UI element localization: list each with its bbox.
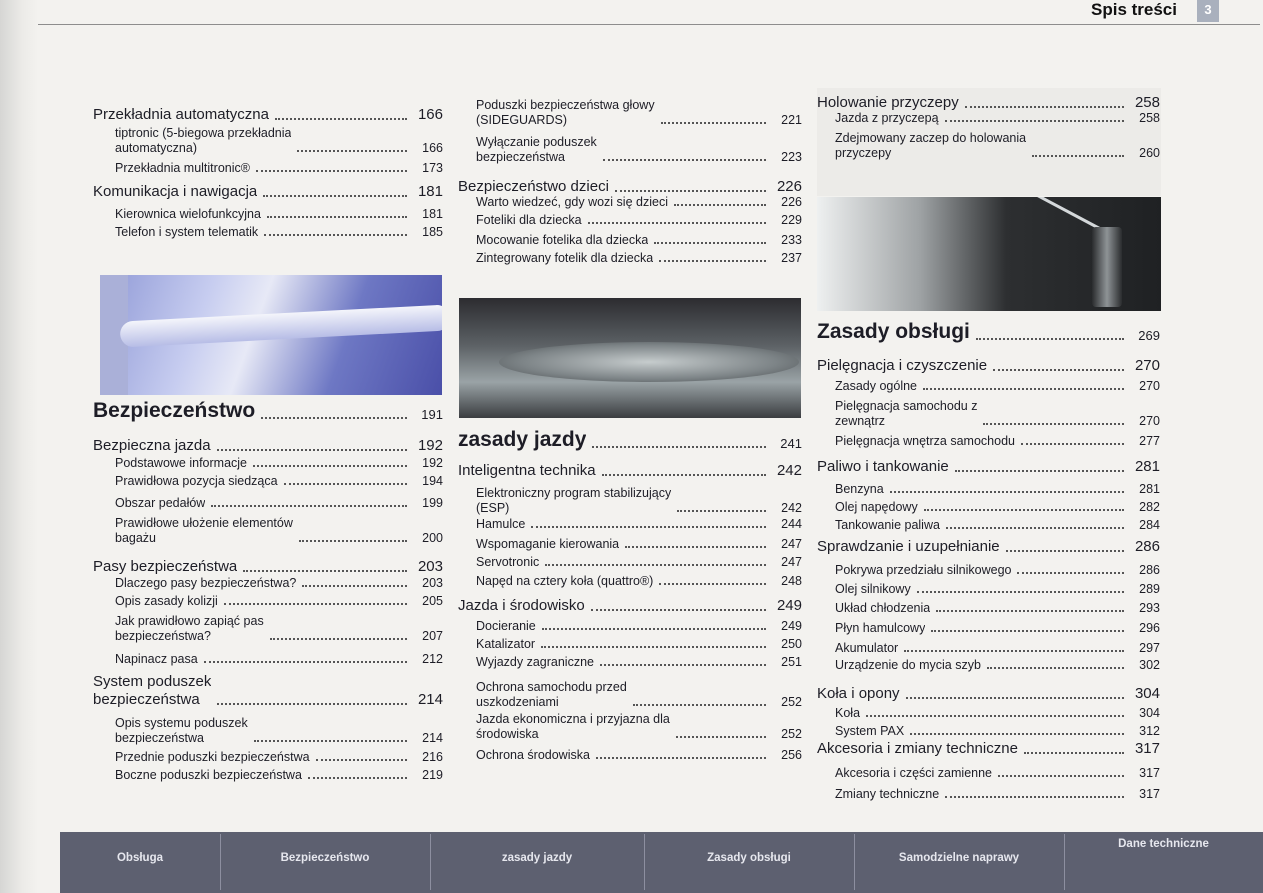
toc-entry-label: Zasady obsługi (817, 320, 970, 343)
toc-entry-label: Urządzenie do mycia szyb (835, 658, 981, 672)
leader-dots (1017, 572, 1124, 574)
toc-entry-page: 281 (1139, 482, 1160, 496)
toc-entry-page: 281 (1134, 458, 1160, 475)
toc-entry-page: 258 (1139, 111, 1160, 125)
leader-dots (674, 204, 766, 206)
toc-entry-label: Benzyna (835, 482, 884, 496)
toc-entry-label: Pokrywa przedziału silnikowego (835, 563, 1012, 577)
toc-entry-page: 286 (1139, 563, 1160, 577)
toc-entry-label: Prawidłowe ułożenie elementów bagażu (115, 516, 293, 545)
toc-entry-page: 207 (422, 629, 443, 643)
toc-entry-page: 242 (781, 501, 802, 515)
toc-chapter-entry[interactable] (458, 462, 802, 480)
toc-entry-page: 192 (417, 437, 443, 454)
toc-subentry[interactable] (835, 434, 1160, 449)
toc-section-heading[interactable] (817, 320, 1160, 344)
leader-dots (983, 423, 1124, 425)
toc-entry-page: 282 (1139, 500, 1160, 514)
toc-entry-page: 247 (781, 555, 802, 569)
toc-entry-page: 203 (417, 558, 443, 575)
toc-subentry[interactable] (835, 379, 1160, 394)
toc-subentry[interactable] (835, 766, 1160, 781)
leader-dots (910, 733, 1124, 735)
leader-dots (906, 697, 1124, 699)
toc-section-heading[interactable] (458, 428, 802, 452)
toc-entry-page: 221 (781, 113, 802, 127)
leader-dots (270, 638, 407, 640)
section-image-bezpieczenstwo (100, 275, 442, 395)
toc-entry-page: 181 (417, 183, 443, 200)
toc-entry-label: Zmiany techniczne (835, 787, 940, 801)
leader-dots (602, 474, 766, 476)
toc-chapter-entry[interactable] (93, 106, 443, 124)
leader-dots (284, 483, 407, 485)
toc-entry-label: Opis zasady kolizji (115, 594, 218, 608)
leader-dots (1024, 752, 1124, 754)
leader-dots (591, 609, 766, 611)
leader-dots (256, 170, 407, 172)
leader-dots (931, 630, 1124, 632)
toc-entry-label: Katalizator (476, 637, 536, 651)
leader-dots (890, 491, 1124, 493)
toc-entry-page: 296 (1139, 621, 1160, 635)
toc-entry-page: 270 (1134, 357, 1160, 374)
toc-chapter-entry[interactable] (93, 183, 443, 201)
toc-subentry[interactable] (115, 768, 443, 783)
toc-entry-label: Zdejmowany zaczep do holowania przyczepy (835, 131, 1027, 160)
toc-entry-label: Podstawowe informacje (115, 456, 248, 470)
toc-subentry[interactable] (835, 131, 1160, 161)
leader-dots (592, 446, 766, 448)
toc-entry-label: Foteliki dla dziecka (476, 213, 582, 227)
toc-chapter-entry[interactable] (817, 685, 1160, 703)
toc-entry-label: Olej silnikowy (835, 582, 911, 596)
toc-subentry[interactable] (835, 482, 1160, 497)
leader-dots (917, 591, 1124, 593)
toc-entry-label: Paliwo i tankowanie (817, 458, 949, 475)
toc-entry-page: 191 (421, 407, 443, 422)
header-page-number: 3 (1197, 0, 1219, 22)
toc-subentry[interactable] (115, 652, 443, 667)
toc-entry-label: Przednie poduszki bezpieczeństwa (115, 750, 310, 764)
toc-entry-label: Holowanie przyczepy (817, 94, 959, 111)
toc-subentry[interactable] (476, 486, 802, 516)
tab-divider (854, 834, 855, 890)
toc-subentry[interactable] (835, 399, 1160, 429)
toc-entry-page: 244 (781, 517, 802, 531)
toc-entry-label: Elektroniczny program stabilizujący (ESP) (476, 486, 672, 515)
toc-subentry[interactable] (835, 601, 1160, 616)
toc-entry-page: 252 (781, 727, 802, 741)
toc-entry-label: Akcesoria i części zamienne (835, 766, 993, 780)
toc-entry-label: Wyjazdy zagraniczne (476, 655, 594, 669)
toc-subentry[interactable] (476, 98, 802, 128)
toc-chapter-entry[interactable] (817, 94, 1160, 112)
toc-entry-label: Poduszki bezpieczeństwa głowy (SIDEGUARDS) (476, 98, 655, 127)
leader-dots (264, 234, 407, 236)
toc-subentry[interactable] (115, 576, 443, 591)
leader-dots (904, 650, 1124, 652)
leader-dots (263, 195, 407, 197)
toc-entry-label: Obszar pedałów (115, 496, 206, 510)
toc-entry-label: Zasady ogólne (835, 379, 918, 393)
toc-subentry[interactable] (115, 594, 443, 609)
toc-entry-page: 260 (1139, 146, 1160, 160)
toc-entry-label: Płyn hamulcowy (835, 621, 926, 635)
leader-dots (965, 106, 1124, 108)
toc-entry-page: 166 (417, 106, 443, 123)
toc-entry-page: 293 (1139, 601, 1160, 615)
toc-entry-label: Mocowanie fotelika dla dziecka (476, 233, 649, 247)
leader-dots (600, 664, 766, 666)
toc-entry-label: Wspomaganie kierowania (476, 537, 620, 551)
section-tab[interactable]: zasady jazdy (501, 852, 573, 864)
page-binding (0, 0, 38, 893)
toc-entry-label: tiptronic (5-biegowa przekładnia automatyczna) (115, 126, 292, 155)
toc-entry-page: 242 (776, 462, 802, 479)
toc-section-heading[interactable] (93, 399, 443, 423)
toc-subentry[interactable] (476, 537, 802, 552)
leader-dots (217, 703, 407, 705)
toc-entry-page: 205 (422, 594, 443, 608)
toc-subentry[interactable] (476, 517, 802, 532)
toc-entry-page: 248 (781, 574, 802, 588)
toc-chapter-entry[interactable] (93, 673, 443, 709)
leader-dots (1006, 550, 1124, 552)
leader-dots (659, 260, 766, 262)
header-title: Spis treści (1091, 0, 1177, 19)
toc-entry-label: System PAX (835, 724, 905, 738)
toc-subentry[interactable] (835, 500, 1160, 515)
toc-entry-label: Komunikacja i nawigacja (93, 183, 258, 200)
leader-dots (677, 510, 766, 512)
toc-entry-label: Warto wiedzeć, gdy wozi się dzieci (476, 195, 668, 209)
toc-entry-label: Jazda ekonomiczna i przyjazna dla środowiska (476, 712, 670, 741)
leader-dots (866, 715, 1124, 717)
section-tab[interactable]: Dane techniczne (1118, 838, 1209, 850)
toc-entry-page: 194 (422, 474, 443, 488)
toc-entry-page: 226 (781, 195, 802, 209)
leader-dots (945, 120, 1124, 122)
toc-entry-page: 203 (422, 576, 443, 590)
toc-subentry[interactable] (476, 195, 802, 210)
toc-entry-page: 214 (422, 731, 443, 745)
toc-entry-label: Dlaczego pasy bezpieczeństwa? (115, 576, 297, 590)
toc-entry-page: 214 (417, 691, 443, 708)
toc-chapter-entry[interactable] (93, 437, 443, 455)
toc-entry-page: 297 (1139, 641, 1160, 655)
toc-subentry[interactable] (835, 724, 1160, 739)
leader-dots (243, 570, 407, 572)
toc-entry-label: Prawidłowa pozycja siedząca (115, 474, 278, 488)
leader-dots (588, 222, 766, 224)
toc-subentry[interactable] (476, 748, 802, 763)
toc-entry-page: 312 (1139, 724, 1160, 738)
toc-entry-page: 317 (1139, 766, 1160, 780)
toc-subentry[interactable] (835, 706, 1160, 721)
section-tab[interactable]: Samodzielne naprawy (898, 852, 1020, 864)
toc-entry-page: 233 (781, 233, 802, 247)
leader-dots (316, 759, 407, 761)
toc-subentry[interactable] (115, 614, 443, 644)
leader-dots (936, 610, 1124, 612)
toc-subentry[interactable] (835, 641, 1160, 656)
toc-entry-page: 241 (780, 436, 802, 451)
toc-subentry[interactable] (115, 516, 443, 546)
leader-dots (993, 369, 1124, 371)
toc-entry-page: 258 (1134, 94, 1160, 111)
leader-dots (308, 777, 407, 779)
leader-dots (676, 736, 766, 738)
toc-entry-page: 226 (776, 178, 802, 195)
toc-entry-page: 249 (776, 597, 802, 614)
leader-dots (633, 704, 766, 706)
toc-subentry[interactable] (115, 750, 443, 765)
toc-entry-label: zasady jazdy (458, 428, 587, 451)
toc-entry-page: 199 (422, 496, 443, 510)
toc-chapter-entry[interactable] (458, 597, 802, 615)
leader-dots (1032, 155, 1124, 157)
toc-entry-label: Bezpieczeństwo (93, 399, 256, 422)
toc-entry-page: 302 (1139, 658, 1160, 672)
leader-dots (955, 470, 1124, 472)
toc-entry-page: 269 (1138, 328, 1160, 343)
toc-entry-page: 185 (422, 225, 443, 239)
toc-entry-page: 252 (781, 695, 802, 709)
leader-dots (261, 417, 407, 419)
toc-entry-page: 284 (1139, 518, 1160, 532)
toc-entry-label: Bezpieczeństwo dzieci (458, 178, 609, 195)
toc-entry-page: 270 (1139, 414, 1160, 428)
section-image-zasady-obslugi (817, 197, 1161, 311)
leader-dots (542, 628, 766, 630)
toc-entry-label: Tankowanie paliwa (835, 518, 940, 532)
toc-entry-label: Pielęgnacja wnętrza samochodu (835, 434, 1015, 448)
toc-entry-label: Napinacz pasa (115, 652, 198, 666)
section-tab[interactable]: Obsługa (116, 852, 163, 864)
leader-dots (946, 527, 1124, 529)
leader-dots (596, 757, 766, 759)
toc-chapter-entry[interactable] (93, 558, 443, 576)
toc-entry-page: 200 (422, 531, 443, 545)
toc-entry-label: Układ chłodzenia (835, 601, 931, 615)
tab-divider (1064, 834, 1065, 890)
toc-entry-label: Pielęgnacja i czyszczenie (817, 357, 988, 374)
leader-dots (531, 526, 766, 528)
toc-entry-label: Akcesoria i zmiany techniczne (817, 740, 1018, 757)
toc-subentry[interactable] (835, 563, 1160, 578)
toc-entry-page: 223 (781, 150, 802, 164)
section-tab[interactable]: Zasady obsługi (707, 852, 791, 864)
toc-subentry[interactable] (835, 582, 1160, 597)
leader-dots (275, 118, 407, 120)
toc-entry-label: Hamulce (476, 517, 526, 531)
leader-dots (541, 646, 766, 648)
toc-subentry[interactable] (115, 161, 443, 176)
page-header (0, 0, 1263, 24)
leader-dots (299, 540, 407, 542)
toc-subentry[interactable] (476, 213, 802, 228)
toc-entry-label: Przekładnia automatyczna (93, 106, 269, 123)
section-tab[interactable]: Bezpieczeństwo (280, 852, 370, 864)
toc-subentry[interactable] (476, 555, 802, 570)
toc-subentry[interactable] (115, 456, 443, 471)
toc-entry-page: 304 (1139, 706, 1160, 720)
leader-dots (945, 796, 1124, 798)
toc-entry-label: Docieranie (476, 619, 536, 633)
leader-dots (224, 603, 407, 605)
toc-entry-label: Boczne poduszki bezpieczeństwa (115, 768, 302, 782)
leader-dots (987, 667, 1124, 669)
toc-entry-page: 216 (422, 750, 443, 764)
toc-subentry[interactable] (115, 225, 443, 240)
toc-entry-label: Jazda z przyczepą (835, 111, 939, 125)
toc-entry-label: Przekładnia multitronic® (115, 161, 250, 175)
toc-chapter-entry[interactable] (817, 538, 1160, 556)
leader-dots (603, 159, 766, 161)
toc-entry-page: 166 (422, 141, 443, 155)
toc-entry-page: 247 (781, 537, 802, 551)
toc-subentry[interactable] (115, 207, 443, 222)
toc-entry-page: 251 (781, 655, 802, 669)
leader-dots (211, 505, 407, 507)
toc-subentry[interactable] (476, 251, 802, 266)
leader-dots (654, 242, 766, 244)
toc-subentry[interactable] (835, 518, 1160, 533)
toc-entry-page: 192 (422, 456, 443, 470)
toc-entry-page: 270 (1139, 379, 1160, 393)
leader-dots (267, 216, 407, 218)
toc-entry-label: System poduszek bezpieczeństwa (93, 673, 212, 708)
toc-entry-page: 237 (781, 251, 802, 265)
toc-chapter-entry[interactable] (817, 357, 1160, 375)
leader-dots (923, 388, 1124, 390)
toc-subentry[interactable] (835, 787, 1160, 802)
toc-entry-page: 212 (422, 652, 443, 666)
toc-entry-label: Koła i opony (817, 685, 900, 702)
leader-dots (998, 775, 1124, 777)
leader-dots (1021, 443, 1124, 445)
toc-entry-label: Pielęgnacja samochodu z zewnątrz (835, 399, 978, 428)
toc-entry-page: 181 (422, 207, 443, 221)
leader-dots (659, 583, 766, 585)
toc-entry-page: 286 (1134, 538, 1160, 555)
leader-dots (545, 564, 766, 566)
toc-subentry[interactable] (115, 126, 443, 156)
toc-subentry[interactable] (476, 233, 802, 248)
toc-entry-label: Telefon i system telematik (115, 225, 259, 239)
toc-subentry[interactable] (115, 496, 443, 511)
leader-dots (924, 509, 1124, 511)
toc-entry-page: 173 (422, 161, 443, 175)
toc-entry-page: 250 (781, 637, 802, 651)
toc-entry-label: Jak prawidłowo zapiąć pas bezpieczeństwa? (115, 614, 264, 643)
toc-entry-page: 317 (1139, 787, 1160, 801)
toc-subentry[interactable] (115, 716, 443, 746)
leader-dots (204, 661, 407, 663)
leader-dots (254, 740, 407, 742)
leader-dots (302, 585, 407, 587)
toc-subentry[interactable] (835, 658, 1160, 673)
leader-dots (217, 449, 407, 451)
toc-subentry[interactable] (835, 111, 1160, 126)
toc-entry-page: 277 (1139, 434, 1160, 448)
toc-entry-label: Kierownica wielofunkcyjna (115, 207, 261, 221)
spray-can-icon (1092, 227, 1122, 307)
toc-entry-label: Koła (835, 706, 861, 720)
toc-subentry[interactable] (476, 637, 802, 652)
toc-entry-page: 289 (1139, 582, 1160, 596)
toc-chapter-entry[interactable] (817, 740, 1160, 758)
toc-entry-label: Olej napędowy (835, 500, 918, 514)
toc-subentry[interactable] (476, 135, 802, 165)
tab-divider (430, 834, 431, 890)
toc-entry-label: Wyłączanie poduszek bezpieczeństwa (476, 135, 597, 164)
toc-entry-label: Opis systemu poduszek bezpieczeństwa (115, 716, 248, 745)
toc-entry-label: Jazda i środowisko (458, 597, 585, 614)
toc-entry-label: Napęd na cztery koła (quattro®) (476, 574, 654, 588)
toc-entry-label: Pasy bezpieczeństwa (93, 558, 238, 575)
toc-subentry[interactable] (835, 621, 1160, 636)
toc-entry-page: 229 (781, 213, 802, 227)
leader-dots (615, 190, 766, 192)
toc-subentry[interactable] (476, 680, 802, 710)
toc-entry-label: Akumulator (835, 641, 899, 655)
toc-subentry[interactable] (476, 712, 802, 742)
leader-dots (297, 150, 407, 152)
toc-entry-page: 256 (781, 748, 802, 762)
tab-divider (220, 834, 221, 890)
toc-entry-label: Bezpieczna jazda (93, 437, 211, 454)
toc-entry-label: Ochrona samochodu przed uszkodzeniami (476, 680, 627, 709)
toc-entry-label: Inteligentna technika (458, 462, 596, 479)
toc-chapter-entry[interactable] (458, 178, 802, 196)
toc-entry-label: Zintegrowany fotelik dla dziecka (476, 251, 654, 265)
toc-subentry[interactable] (476, 619, 802, 634)
leader-dots (625, 546, 766, 548)
toc-entry-label: Ochrona środowiska (476, 748, 590, 762)
toc-entry-page: 304 (1134, 685, 1160, 702)
toc-subentry[interactable] (115, 474, 443, 489)
tab-divider (644, 834, 645, 890)
toc-subentry[interactable] (476, 574, 802, 589)
toc-chapter-entry[interactable] (817, 458, 1160, 476)
leader-dots (253, 465, 407, 467)
toc-entry-page: 249 (781, 619, 802, 633)
toc-entry-label: Servotronic (476, 555, 540, 569)
toc-subentry[interactable] (476, 655, 802, 670)
toc-entry-page: 317 (1134, 740, 1160, 757)
toc-entry-page: 219 (422, 768, 443, 782)
leader-dots (976, 338, 1124, 340)
section-image-zasady-jazdy (459, 298, 801, 418)
toc-entry-label: Sprawdzanie i uzupełnianie (817, 538, 1000, 555)
leader-dots (661, 122, 766, 124)
header-rule (38, 24, 1260, 25)
